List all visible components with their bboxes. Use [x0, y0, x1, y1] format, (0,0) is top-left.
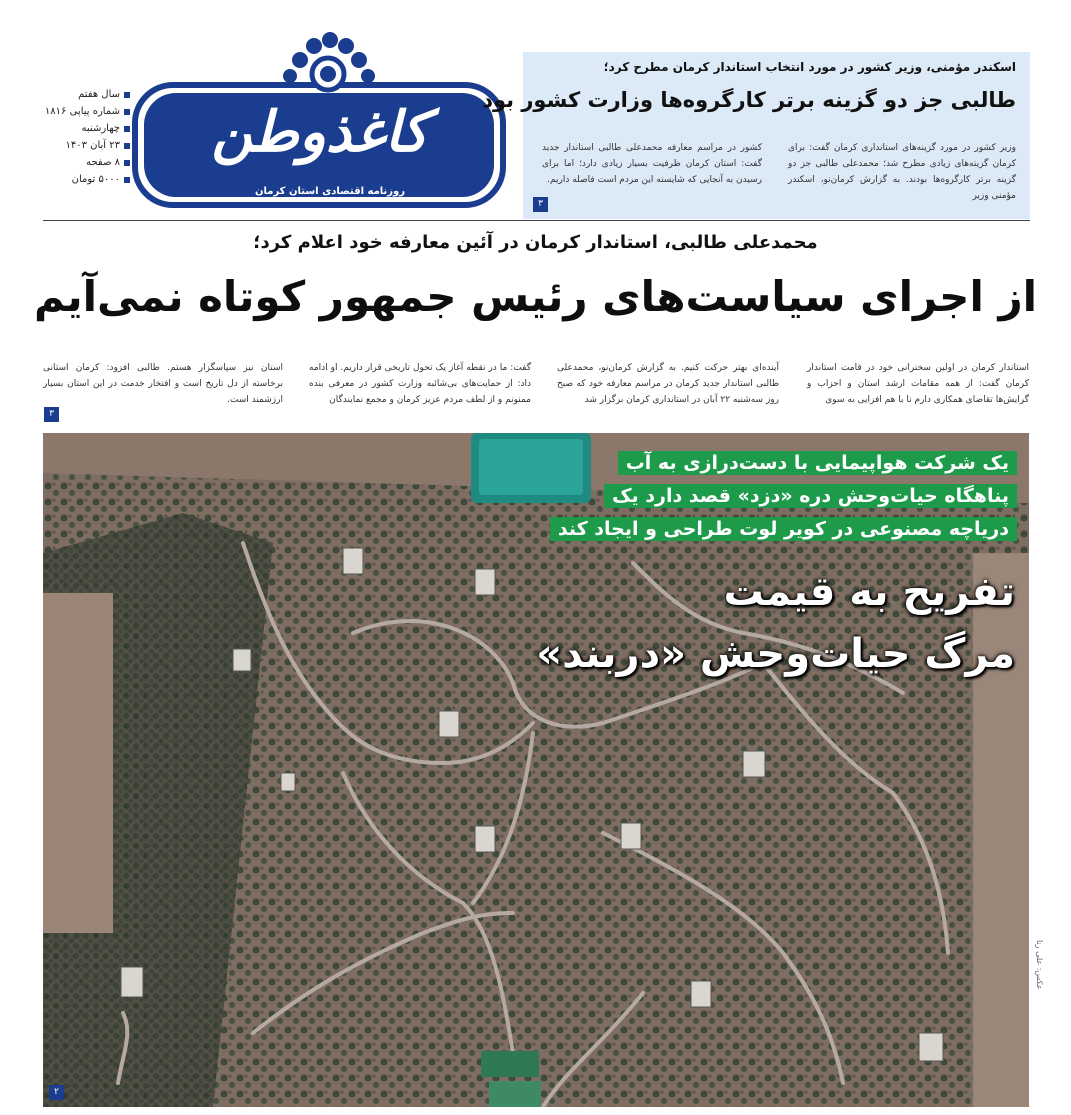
photo-credit: عکس: علی رنا — [1035, 940, 1044, 990]
bullet-square-icon — [124, 109, 130, 115]
meta-item: شماره پیاپی ۱۸۱۶ — [40, 103, 130, 120]
bullet-square-icon — [124, 160, 130, 166]
logo-subtitle: روزنامه اقتصادی استان کرمان — [254, 186, 406, 197]
photo-headline-line[interactable]: تفریح به قیمت — [723, 569, 1015, 615]
meta-item: ۲۳ آبان ۱۴۰۳ — [40, 137, 130, 154]
photo-subhead-line: پناهگاه حیات‌وحش دره «دزد» قصد دارد یک — [604, 484, 1017, 508]
lead-story-column: استاندار کرمان در اولین سخنرانی خود در قامت استاندار کرمان گفت: از همه مقامات ارشد استان و احزاب و گرایش‌ها تقاضای همکاری دارم تا با هم افزایی به سوی — [807, 363, 1029, 405]
meta-item: ۸ صفحه — [40, 154, 130, 171]
bullet-square-icon — [124, 92, 130, 98]
top-story-headline[interactable]: طالبی جز دو گزینه برتر کارگروه‌ها وزارت کشور بود — [482, 88, 1016, 112]
lead-story-headline[interactable]: از اجرای سیاست‌های رئیس جمهور کوتاه نمی‌آیم — [33, 272, 1038, 321]
meta-item: چهارشنبه — [40, 120, 130, 137]
meta-item: سال هفتم — [40, 86, 130, 103]
meta-item: ۵۰۰۰ تومان — [40, 171, 130, 188]
masthead-logo — [130, 30, 510, 215]
photo-headline-line[interactable]: مرگ حیات‌وحش «دربند» — [536, 631, 1015, 677]
lead-story-column: آینده‌ای بهتر حرکت کنیم. به گزارش کرمان‌نو، محمدعلی طالبی استاندار جدید کرمان در مراسم معارفه خود که صبح روز سه‌شنبه ۲۲ آبان در استانداری کرمان برگزار شد — [557, 363, 779, 405]
aerial-photo[interactable] — [43, 433, 1029, 1107]
lead-story-column: گفت: ما در نقطه آغاز یک تحول تاریخی قرار داریم. او ادامه داد: از حمایت‌های بی‌شائبه وزارت کشور در معرفی بنده ممنونم و از لطف مردم عزیز کرمان و مجمع نمایندگان — [309, 363, 531, 405]
bullet-square-icon — [124, 126, 130, 132]
logo-wordmark: کاغذوطن — [211, 100, 429, 165]
top-story-box[interactable] — [482, 52, 1030, 219]
photo-subhead-line: یک شرکت هواپیمایی با دست‌درازی به آب — [618, 451, 1017, 475]
masthead-divider — [43, 220, 1030, 221]
bullet-square-icon — [124, 143, 130, 149]
photo-subhead-line: دریاچه مصنوعی در کویر لوت طراحی و ایجاد کند — [550, 517, 1017, 541]
lead-story-kicker: محمدعلی طالبی، استاندار کرمان در آئین معارفه خود اعلام کرد؛ — [253, 232, 818, 253]
lead-story-column: استان نیز سپاسگزار هستم. طالبی افزود: کرمان استانی برخاسته از دل تاریخ است و افتخار خدمت در این استان بسیار ارزشمند است. — [43, 363, 283, 405]
bullet-square-icon — [124, 177, 130, 183]
top-story-kicker: اسکندر مؤمنی، وزیر کشور در مورد انتخاب استاندار کرمان مطرح کرد؛ — [603, 60, 1016, 74]
top-story-column: کشور در مراسم معارفه محمدعلی طالبی استاندار جدید گفت: استان کرمان ظرفیت بسیار زیادی دارد؛ اما برای رسیدن به آنجایی که شایسته این مردم است فاصله داریم. — [542, 143, 762, 185]
page-ref-badge[interactable]: ۳ — [533, 197, 548, 212]
issue-meta — [40, 86, 130, 188]
page-ref-badge[interactable]: ۳ — [44, 407, 59, 422]
top-story-column: وزیر کشور در مورد گزینه‌های استانداری کرمان گفت: برای کرمان گزینه‌های زیادی مطرح شد؛ محمدعلی طالبی جز دو گزینه برتر کارگروه‌ها بودند. به گزارش کرمان‌نو، اسکندر مؤمنی وزیر — [788, 143, 1016, 201]
page-ref-badge[interactable]: ۲ — [49, 1085, 64, 1100]
